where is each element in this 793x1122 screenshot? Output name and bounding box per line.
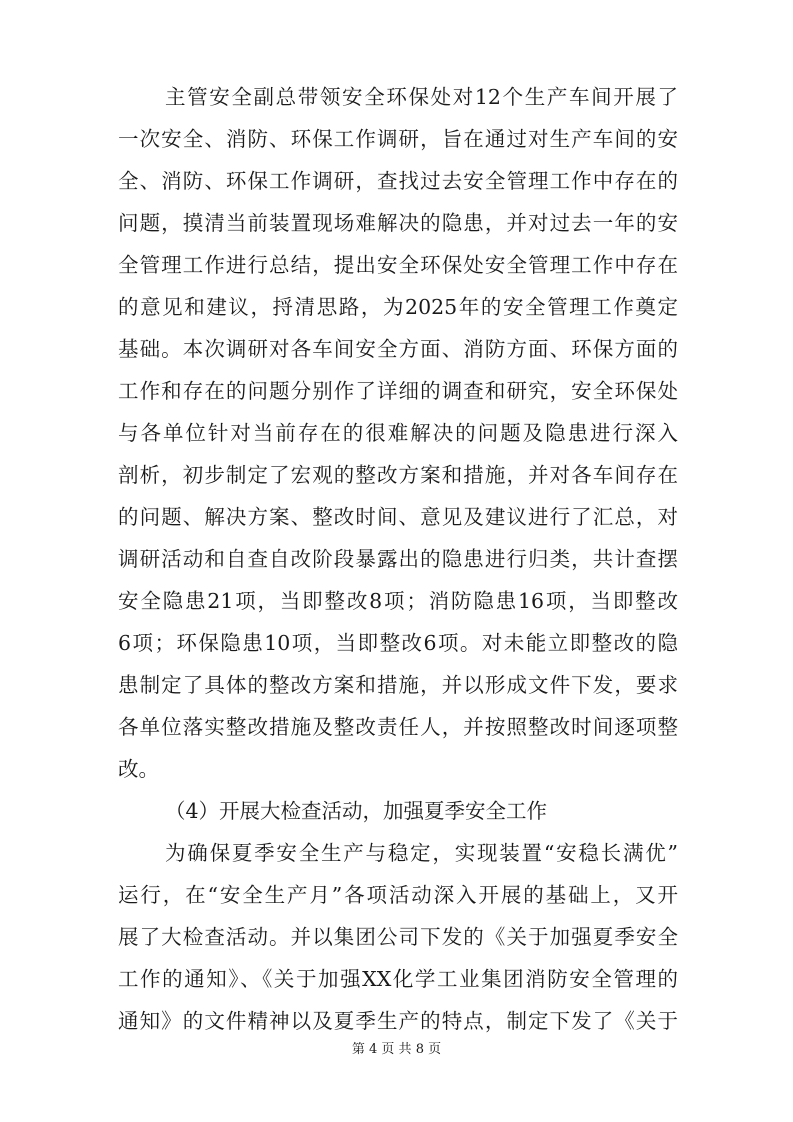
paragraph-line: 工作和存在的问题分别作了详细的调查和研究，安全环保处 — [118, 379, 678, 403]
paragraph-line: 全、消防、环保工作调研，查找过去安全管理工作中存在的 — [118, 169, 678, 193]
paragraph-line: 一次安全、消防、环保工作调研，旨在通过对生产车间的安 — [118, 127, 678, 151]
paragraph-line: 全管理工作进行总结，提出安全环保处安全管理工作中存在 — [118, 253, 678, 277]
paragraph-line: 剖析，初步制定了宏观的整改方案和措施，并对各车间存在 — [118, 463, 678, 487]
paragraph-line: 患制定了具体的整改方案和措施，并以形成文件下发，要求 — [118, 673, 678, 697]
paragraph-line: 安全隐患21项，当即整改8项；消防隐患16项，当即整改 — [118, 589, 678, 613]
paragraph-line: 基础。本次调研对各车间安全方面、消防方面、环保方面的 — [118, 337, 678, 361]
paragraph-line: 6项；环保隐患10项，当即整改6项。对未能立即整改的隐 — [118, 631, 678, 655]
section-heading: （4）开展大检查活动，加强夏季安全工作 — [165, 799, 548, 823]
page-number-footer: 第 4 页 共 8 页 — [351, 1042, 442, 1057]
paragraph-line: 改。 — [118, 757, 159, 781]
paragraph-line: 为确保夏季安全生产与稳定，实现装置“安稳长满优” — [165, 841, 678, 865]
paragraph-line: 运行，在“安全生产月”各项活动深入开展的基础上，又开 — [118, 883, 678, 907]
paragraph-line: 问题，摸清当前装置现场难解决的隐患，并对过去一年的安 — [118, 211, 678, 235]
paragraph-line: 的问题、解决方案、整改时间、意见及建议进行了汇总，对 — [118, 505, 678, 529]
paragraph-line: 展了大检查活动。并以集团公司下发的《关于加强夏季安全 — [118, 925, 678, 949]
paragraph-line: 与各单位针对当前存在的很难解决的问题及隐患进行深入 — [118, 421, 678, 445]
paragraph-line: 工作的通知》、《关于加强XX化学工业集团消防安全管理的 — [118, 967, 678, 991]
paragraph-line: 通知》的文件精神以及夏季生产的特点，制定下发了《关于 — [118, 1009, 678, 1033]
paragraph-line: 的意见和建议，捋清思路，为2025年的安全管理工作奠定 — [118, 295, 678, 319]
paragraph-line: 调研活动和自查自改阶段暴露出的隐患进行归类，共计查摆 — [118, 547, 678, 571]
paragraph-line: 各单位落实整改措施及整改责任人，并按照整改时间逐项整 — [118, 715, 678, 739]
paragraph-line: 主管安全副总带领安全环保处对12个生产车间开展了 — [165, 85, 678, 109]
